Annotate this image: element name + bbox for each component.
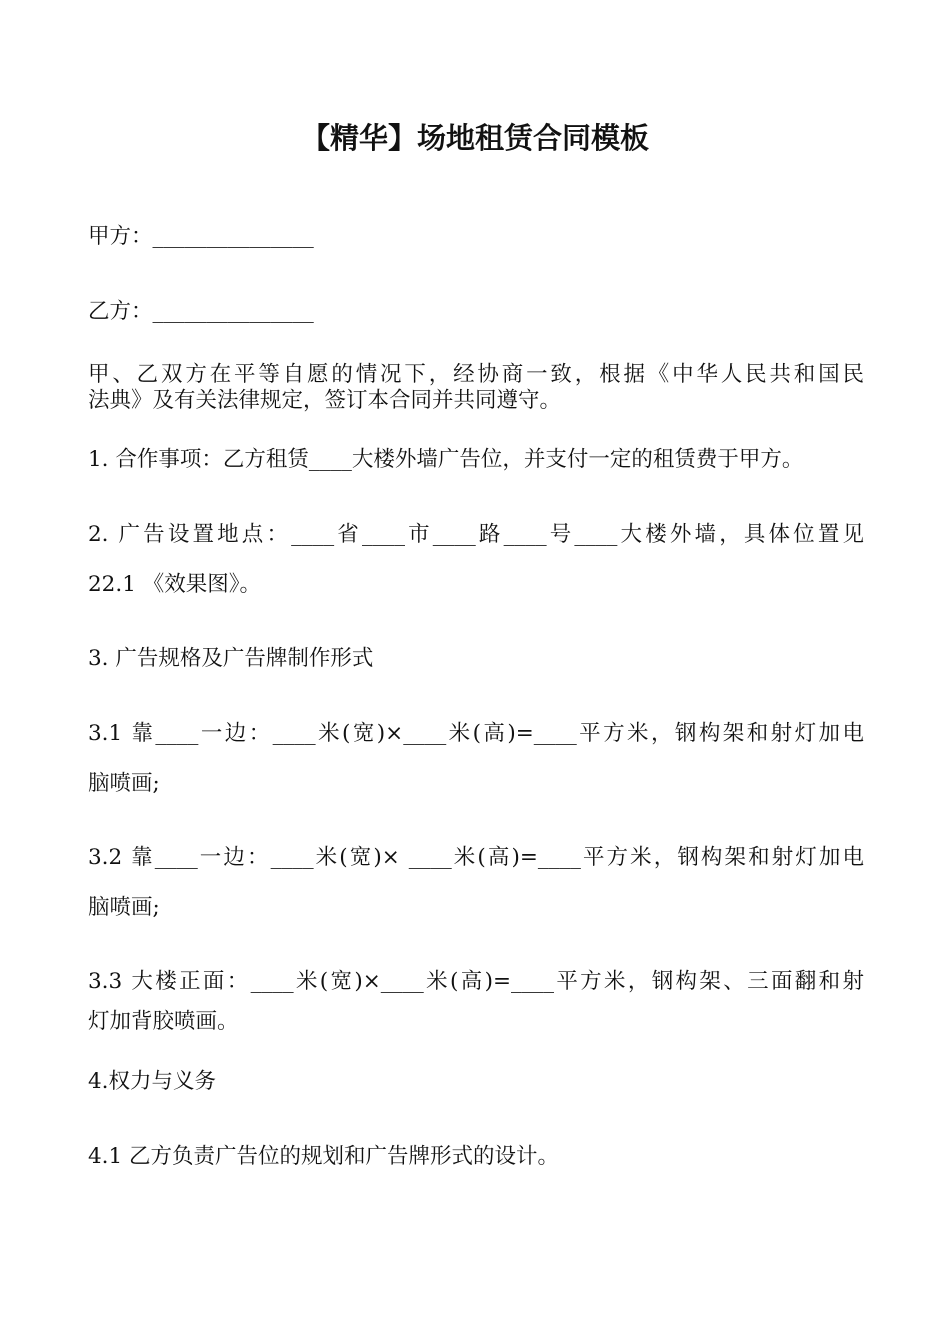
intro-line-2: 法典》及有关法律规定，签订本合同并共同遵守。 (88, 388, 562, 413)
clause-3-2-line-1: 3.2 靠____一边：____米(宽)× ____米(高)=____平方米，钢构架和射灯加电 (88, 845, 864, 870)
clause-3-heading: 3. 广告规格及广告牌制作形式 (88, 646, 374, 671)
clause-3-1-line-1: 3.1 靠____一边：____米(宽)×____米(高)=____平方米，钢构架和射灯加电 (88, 721, 864, 746)
clause-1: 1. 合作事项：乙方租赁____大楼外墙广告位，并支付一定的租赁费于甲方。 (88, 447, 804, 472)
clause-3-3-line-2: 灯加背胶喷画。 (88, 1009, 239, 1034)
clause-2-line-2: 22.1 《效果图》。 (88, 572, 261, 597)
clause-2-line-1: 2. 广告设置地点：____省____市____路____号____大楼外墙，具体位置见 (88, 522, 864, 547)
intro-line-1: 甲、乙双方在平等自愿的情况下，经协商一致，根据《中华人民共和国民 (88, 362, 864, 387)
clause-3-1-line-2: 脑喷画; (88, 771, 160, 796)
party-a-line: 甲方：_______________ (88, 224, 314, 249)
clause-4-1: 4.1 乙方负责广告位的规划和广告牌形式的设计。 (88, 1144, 560, 1169)
clause-4-heading: 4.权力与义务 (88, 1069, 217, 1094)
party-b-line: 乙方：_______________ (88, 299, 314, 324)
clause-3-3-line-1: 3.3 大楼正面：____米(宽)×____米(高)=____平方米，钢构架、三面翻和射 (88, 969, 864, 994)
document-title: 【精华】场地租赁合同模板 (300, 121, 649, 155)
clause-3-2-line-2: 脑喷画; (88, 895, 160, 920)
